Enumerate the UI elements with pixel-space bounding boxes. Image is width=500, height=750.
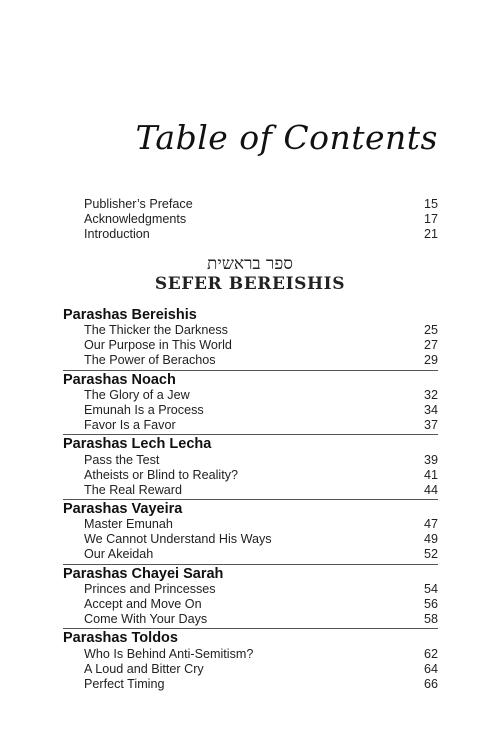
section-heading: Parashas Chayei Sarah <box>63 566 224 582</box>
toc-entry[interactable] <box>84 387 438 403</box>
toc-entry[interactable] <box>84 546 438 562</box>
toc-entry[interactable] <box>84 676 438 692</box>
entry-label: The Glory of a Jew <box>84 388 190 402</box>
entry-page-number: 21 <box>423 227 438 241</box>
section-heading: Parashas Toldos <box>63 630 178 646</box>
entry-label: Who Is Behind Anti-Semitism? <box>84 647 254 661</box>
toc-entry[interactable] <box>84 337 438 353</box>
entry-label: Introduction <box>84 227 150 241</box>
entry-page-number: 58 <box>423 612 438 626</box>
section-heading: Parashas Bereishis <box>63 307 197 323</box>
toc-entry[interactable] <box>84 211 438 227</box>
entry-page-number: 52 <box>423 547 438 561</box>
entry-page-number: 47 <box>423 517 438 531</box>
entry-label: Come With Your Days <box>84 612 208 626</box>
entry-label: A Loud and Bitter Cry <box>84 662 204 676</box>
entry-label: Publisher’s Preface <box>84 197 193 211</box>
entry-page-number: 56 <box>423 597 438 611</box>
section-heading: Parashas Noach <box>63 372 176 388</box>
entry-page-number: 27 <box>423 338 438 352</box>
entry-page-number: 25 <box>423 323 438 337</box>
entry-page-number: 29 <box>423 353 438 367</box>
section-heading: Parashas Lech Lecha <box>63 436 212 452</box>
toc-entry[interactable] <box>84 661 438 677</box>
entry-label: Favor Is a Favor <box>84 418 176 432</box>
toc-entry[interactable] <box>84 417 438 433</box>
toc-entry[interactable] <box>84 482 438 498</box>
entry-label: Acknowledgments <box>84 212 187 226</box>
toc-entry[interactable] <box>84 402 438 418</box>
entry-label: We Cannot Understand His Ways <box>84 532 272 546</box>
entry-page-number: 54 <box>423 582 438 596</box>
toc-entry[interactable] <box>84 452 438 468</box>
toc-entry[interactable] <box>84 596 438 612</box>
entry-label: Atheists or Blind to Reality? <box>84 468 238 482</box>
entry-label: The Power of Berachos <box>84 353 216 367</box>
entry-label: Emunah Is a Process <box>84 403 204 417</box>
entry-page-number: 34 <box>423 403 438 417</box>
entry-page-number: 37 <box>423 418 438 432</box>
toc-entry[interactable] <box>84 322 438 338</box>
toc-entry[interactable] <box>84 352 438 368</box>
toc-entry[interactable] <box>84 581 438 597</box>
entry-label: Master Emunah <box>84 517 173 531</box>
entry-label: Perfect Timing <box>84 677 165 691</box>
toc-entry[interactable] <box>84 226 438 242</box>
entry-label: Our Akeidah <box>84 547 154 561</box>
entry-label: The Thicker the Darkness <box>84 323 228 337</box>
toc-entry[interactable] <box>84 467 438 483</box>
entry-label: Pass the Test <box>84 453 160 467</box>
toc-entry[interactable] <box>84 531 438 547</box>
sefer-english-heading: SEFER BEREISHIS <box>154 274 346 294</box>
toc-entry[interactable] <box>84 611 438 627</box>
section-heading: Parashas Vayeira <box>63 501 183 517</box>
entry-label: Accept and Move On <box>84 597 202 611</box>
page-title: Table of Contents <box>135 118 438 157</box>
entry-page-number: 32 <box>423 388 438 402</box>
entry-page-number: 44 <box>423 483 438 497</box>
toc-entry[interactable] <box>84 196 438 212</box>
entry-page-number: 41 <box>423 468 438 482</box>
entry-page-number: 64 <box>423 662 438 676</box>
entry-page-number: 15 <box>423 197 438 211</box>
toc-entry[interactable] <box>84 646 438 662</box>
entry-page-number: 62 <box>423 647 438 661</box>
entry-label: The Real Reward <box>84 483 182 497</box>
entry-label: Princes and Princesses <box>84 582 216 596</box>
entry-page-number: 49 <box>423 532 438 546</box>
entry-page-number: 39 <box>423 453 438 467</box>
sefer-hebrew-heading: ספר בראשית <box>207 254 293 274</box>
entry-page-number: 17 <box>423 212 438 226</box>
entry-page-number: 66 <box>423 677 438 691</box>
entry-label: Our Purpose in This World <box>84 338 232 352</box>
toc-entry[interactable] <box>84 516 438 532</box>
